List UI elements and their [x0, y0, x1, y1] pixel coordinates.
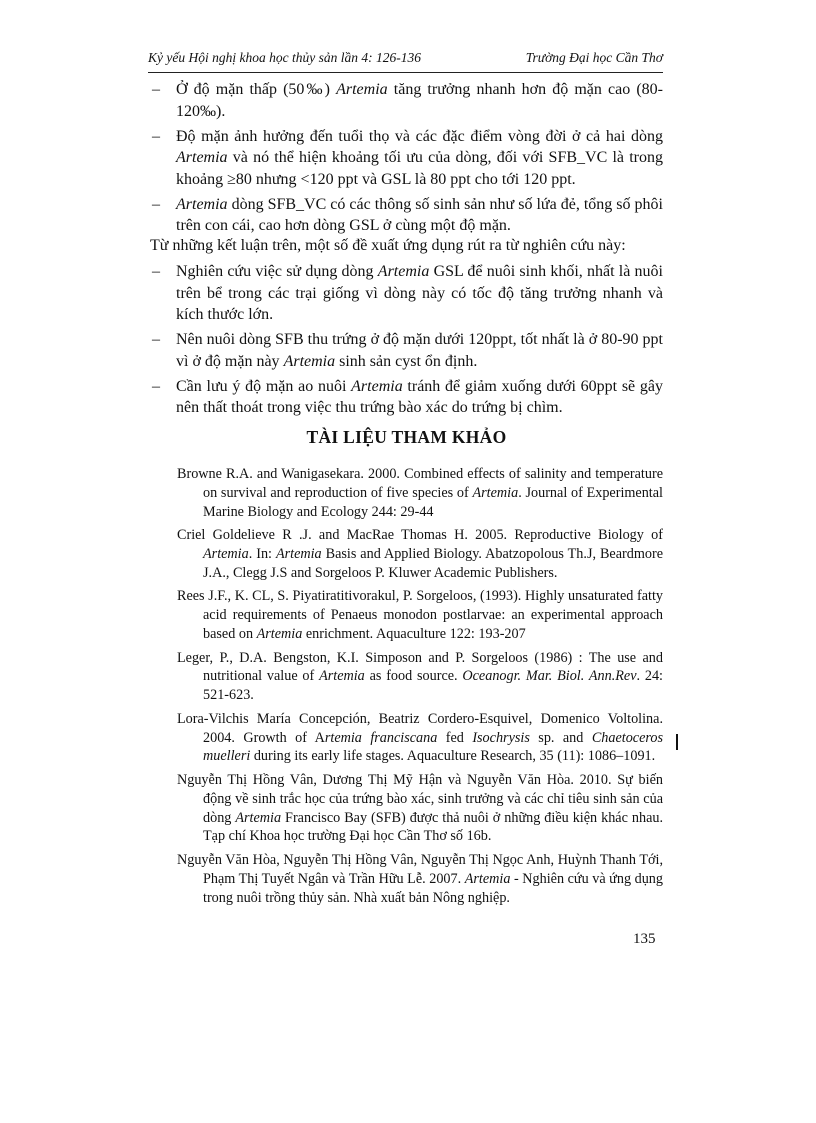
- recommendation-item: [150, 261, 663, 326]
- bullet-dash: –: [152, 377, 160, 395]
- header-proceedings-title: Kỷ yếu Hội nghị khoa học thủy sản lần 4: 126-136: [148, 50, 421, 65]
- running-header: [148, 50, 663, 70]
- reference-item: Leger, P., D.A. Bengston, K.I. Simposon and P. Sorgeloos (1986) : The use and nutritional value of Artemia as food source. Oceanogr. Mar. Biol. Ann.Rev. 24: 521-623.: [177, 649, 663, 704]
- references-heading: TÀI LIỆU THAM KHẢO: [306, 427, 507, 447]
- references-list: [177, 465, 663, 912]
- bullet-dash: –: [152, 81, 160, 98]
- recommendation-text: Nên nuôi dòng SFB thu trứng ở độ mặn dưới 120ppt, tốt nhất là ở 80-90 ppt vì ở độ mặn này Artemia sinh sản cyst ổn định.: [176, 331, 663, 370]
- reference-item: Rees J.F., K. CL, S. Piyatiratitivorakul, P. Sorgeloos, (1993). Highly unsaturated fatty acid requirements of Penaeus monodon postlarvae: an experimental approach based on Artemia enrichment. Aquaculture 122: 193-207: [177, 588, 663, 642]
- header-rule: [148, 72, 663, 73]
- conclusions-list: [150, 79, 663, 240]
- margin-change-bar: [676, 734, 678, 750]
- conclusion-text: Artemia dòng SFB_VC có các thông số sinh sản như số lứa đẻ, tổng số phôi trên con cái, cao hơn dòng GSL ở cùng một độ mặn.: [176, 195, 663, 234]
- conclusion-item: [150, 194, 663, 237]
- conclusion-text: Ở độ mặn thấp (50‰) Artemia tăng trưởng nhanh hơn độ mặn cao (80-120‰).: [176, 81, 663, 120]
- recommendations-intro: Từ những kết luận trên, một số đề xuất ứng dụng rút ra từ nghiên cứu này:: [150, 237, 626, 254]
- bullet-dash: –: [152, 263, 160, 280]
- reference-item: Nguyễn Văn Hòa, Nguyễn Thị Hồng Vân, Nguyễn Thị Ngọc Anh, Huỳnh Thanh Tới, Phạm Thị Tuyết Ngân và Trần Hữu Lễ. 2007. Artemia - Nghiên cứu và ứng dụng trong nuôi trồng thủy sản. Nhà xuất bản Nông nghiệp.: [177, 851, 663, 906]
- conclusion-item: [150, 126, 663, 191]
- conclusion-text: Độ mặn ảnh hưởng đến tuổi thọ và các đặc điểm vòng đời ở cả hai dòng Artemia và nó thể hiện khoảng tối ưu của dòng, đối với SFB_VC là trong khoảng ≥80 nhưng <120 ppt và GSL là 80 ppt cho tới 120 ppt.: [176, 127, 663, 188]
- recommendation-text: Nghiên cứu việc sử dụng dòng Artemia GSL để nuôi sinh khối, nhất là nuôi trên bể trong các trại giống vì dòng này có tốc độ tăng trưởng nhanh và kích thước lớn.: [176, 263, 664, 323]
- recommendation-item: [150, 376, 663, 419]
- reference-item: Browne R.A. and Wanigasekara. 2000. Combined effects of salinity and temperature on survival and reproduction of five species of Artemia. Journal of Experimental Marine Biology and Ecology 244: 29-44: [177, 466, 663, 520]
- recommendation-item: [150, 329, 663, 372]
- recommendations-list: [150, 261, 663, 422]
- reference-item: Lora-Vilchis María Concepción, Beatriz Cordero-Esquivel, Domenico Voltolina. 2004. Growth of Artemia franciscana fed Isochrysis sp. and Chaetoceros muelleri during its early life stages. Aquaculture Research, 35 (11): 1086–1091.: [177, 710, 663, 765]
- reference-item: Criel Goldelieve R .J. and MacRae Thomas H. 2005. Reproductive Biology of Artemia. In: Artemia Basis and Applied Biology. Abatzopolous Th.J, Beardmore J.A., Clegg J.S and Sorgeloos P. Kluwer Academic Publishers.: [177, 527, 663, 581]
- reference-item: Nguyễn Thị Hồng Vân, Dương Thị Mỹ Hận và Nguyễn Văn Hòa. 2010. Sự biến động về sinh trắc học của trứng bào xác, sinh trưởng và các chỉ tiêu sinh sản của dòng Artemia Francisco Bay (SFB) được thả nuôi ở những điều kiện khác nhau. Tạp chí Khoa học trường Đại học Cần Thơ số 16b.: [177, 771, 664, 845]
- bullet-dash: –: [152, 331, 160, 348]
- bullet-dash: –: [152, 127, 160, 145]
- page-number: 135: [633, 931, 656, 947]
- conclusion-item: [150, 79, 663, 122]
- bullet-dash: –: [152, 195, 160, 213]
- header-university: Trường Đại học Cần Thơ: [525, 50, 663, 65]
- recommendation-text: Cần lưu ý độ mặn ao nuôi Artemia tránh để giảm xuống dưới 60ppt sẽ gây nên thất thoát trong việc thu trứng bào xác do trứng bị chìm.: [176, 377, 664, 416]
